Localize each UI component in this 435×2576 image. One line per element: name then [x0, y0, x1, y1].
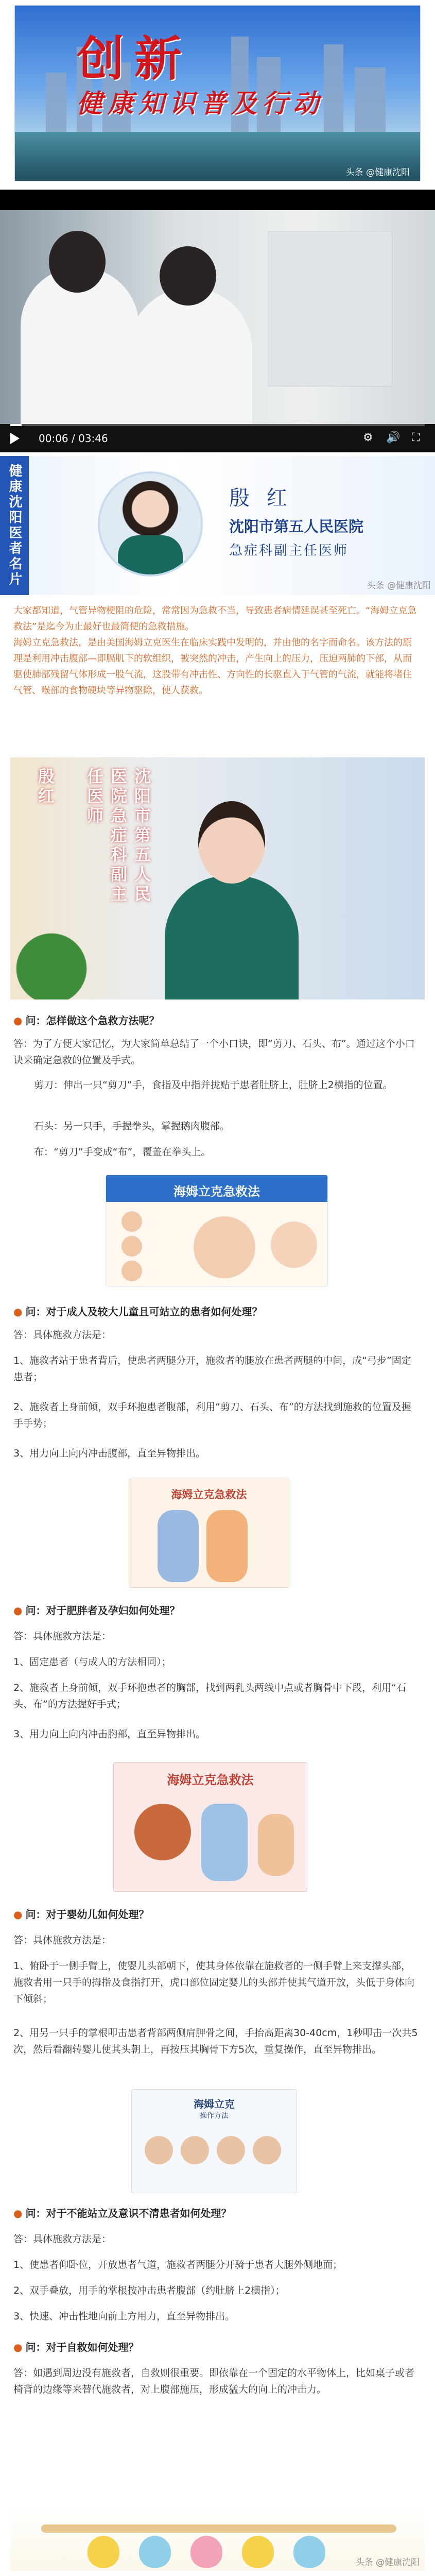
step-illustration: [217, 2136, 245, 2164]
intro-text: [13, 603, 420, 699]
bird-icon: [88, 2536, 119, 2568]
section-question: ● 问：对于婴幼儿如何处理？: [13, 1908, 149, 1921]
doctor-video-still: [10, 757, 425, 999]
doctor-head: [49, 231, 106, 293]
doctor-head: [160, 246, 216, 306]
bird-icon: [293, 2536, 325, 2568]
answer-item: 1、俯卧于一侧手臂上，使婴儿头部朝下，使其身体依靠在施救者的一侧手臂上来支撑头部，施救者用一只手的拇指及食指打开，虎口部位固定婴儿的头部并使其气道开放，头低于身体向下倾斜；: [13, 1960, 415, 2005]
doctor-head: [198, 801, 265, 884]
fullscreen-icon[interactable]: ⛶: [412, 431, 420, 444]
volume-icon[interactable]: 🔊: [386, 431, 401, 444]
hero-banner: [14, 5, 421, 181]
play-icon[interactable]: [10, 433, 20, 444]
card-side-label: 健康沈阳医者名片: [0, 456, 29, 595]
progress-bar[interactable]: [10, 424, 425, 426]
section-answer: 答：具体施救方法是：: [13, 2233, 112, 2245]
answer-item: 2、施救者上身前倾，双手环抱患者腹部，利用“剪刀、石头、布”的方法找到施救的位置及握手手势；: [13, 1401, 411, 1429]
answer-item: 2、双手叠放，用手的掌根按冲击患者腹部（约肚脐上2横指）；: [13, 2285, 285, 2296]
doctor-coat: [165, 876, 299, 999]
section-answer: 答：具体施救方法是：: [13, 1631, 112, 1642]
answer-item: 3、快速、冲击性地向前上方用力，直至异物排出。: [13, 2311, 235, 2322]
still-name-label: 殷红: [36, 768, 55, 807]
patient-illustration: [206, 1510, 248, 1582]
abdomen-illustration: [194, 1216, 255, 1278]
answer-item: 石头：另一只手，手握拳头，掌握鹅肉腹部。: [34, 1121, 230, 1132]
patient-illustration: [201, 1804, 248, 1881]
question-bullet-icon: ●: [13, 1306, 23, 1318]
section-question: ● 问：对于不能站立及意识不清患者如何处理？: [13, 2207, 232, 2219]
card-watermark: 头条 @健康沈阳: [367, 581, 431, 591]
illustration-1: [106, 1175, 328, 1286]
rescuer-illustration: [158, 1510, 199, 1582]
video-controls: [0, 424, 435, 452]
question-bullet-icon: ●: [13, 1604, 23, 1617]
doctor-card: [0, 456, 435, 595]
settings-icon[interactable]: ⚙: [363, 431, 373, 444]
illustration-4: [131, 2089, 297, 2193]
section-answer: 答：如遇到周边没有施救者，自救则很重要。即依靠在一个固定的水平物体上，比如桌子或者椅背的边缘等来替代施救者，对上腹部施压，形成猛大的向上的冲击力。: [13, 2367, 415, 2395]
still-title-label: 沈阳市第五人民医院急症科副主任医师: [84, 768, 151, 905]
progress-fill: [10, 424, 22, 426]
rescuer-illustration: [134, 1804, 191, 1860]
video-time: [39, 432, 108, 445]
bird-icon: [139, 2536, 171, 2568]
answer-item: 1、使患者仰卧位，开放患者气道，施救者两腿分开骑于患者大腿外侧地面；: [13, 2259, 343, 2270]
hands-illustration: [271, 1222, 317, 1268]
hand-icon: [121, 1211, 142, 1232]
skyline-building: [46, 73, 66, 134]
intro-paragraph: 海姆立克急救法，是由美国海姆立克医生在临床实践中发明的，并由他的名字而命名。该方法的原理是利用冲击腹部—即膈肌下的软组织，被突然的冲击，产生向上的压力，压迫两肺的下部，从而驱使肺部残留气体形成一股气流，这股带有冲击性、方向性的长驱直入于气管的气流，就能将堵住气管、喉部的食物硬块等异物驱除，使人获救。: [13, 637, 412, 696]
duration: 03:46: [78, 432, 108, 445]
skyline-building: [324, 44, 343, 134]
doctor-hospital: 沈阳市第五人民医院: [229, 518, 364, 535]
footer-illustration: [10, 2504, 425, 2571]
intro-paragraph: 大家都知道，气管异物梗阻的危险，常常因为急救不当，导致患者病情延误甚至死亡。“海姆立克急救法”是迄今为止最好也最简便的急救措施。: [13, 605, 417, 632]
question-bullet-icon: ●: [13, 1014, 23, 1027]
illustration-2: [129, 1479, 289, 1588]
answer-item: 1、施救者站于患者背后，使患者两腿分开，施救者的腿放在患者两腿的中间，成“弓步”固定患者；: [13, 1355, 411, 1383]
video-frame[interactable]: [0, 210, 435, 424]
question-bullet-icon: ●: [13, 1908, 23, 1921]
answer-item: 3、用力向上向内冲击胸部，直至异物排出。: [13, 1728, 206, 1740]
illus-title: 海姆立克急救法: [171, 1488, 247, 1501]
palm-icon: [121, 1261, 142, 1281]
step-illustration: [253, 2136, 281, 2164]
section-answer: 答：具体施救方法是：: [13, 1935, 112, 1946]
answer-item: 布：“剪刀”手变成“布”，覆盖在拳头上。: [34, 1146, 211, 1158]
answer-item: 剪刀：伸出一只“剪刀”手，食指及中指并拢贴于患者肚脐上，肚脐上2横指的位置。: [34, 1079, 393, 1091]
current-time: 00:06: [39, 432, 68, 445]
illus-title: 海姆立克: [194, 2098, 235, 2110]
branch: [41, 2524, 396, 2533]
doctor-role: 急症科副主任医师: [229, 543, 349, 558]
pregnant-illustration: [258, 1814, 294, 1876]
bird-icon: [190, 2536, 222, 2568]
section-question: ● 问：怎样做这个急救方法呢？: [13, 1014, 160, 1027]
doctor-name: 殷 红: [229, 486, 292, 510]
step-illustration: [145, 2136, 173, 2164]
bird-icon: [242, 2536, 274, 2568]
banner-watermark: 头条 @健康沈阳: [345, 167, 410, 178]
doctor-figure: [129, 287, 252, 424]
answer-item: 2、施救者上身前倾，双手环抱患者的胸部，找到两乳头两线中点或者胸骨中下段，利用“石头、布”的方法握好手式；: [13, 1682, 406, 1710]
section-question: ● 问：对于肥胖者及孕妇如何处理？: [13, 1604, 180, 1617]
avatar-coat: [118, 535, 183, 577]
banner-title: 创新: [77, 31, 193, 87]
medical-equipment: [268, 231, 392, 386]
answer-item: 3、用力向上向内冲击腹部，直至异物排出。: [13, 1448, 206, 1459]
section-answer: 答：为了方便大家记忆，为大家简单总结了一个小口诀，即“剪刀、石头、布”。通过这个小口诀来确定急救的位置及手式。: [13, 1038, 415, 1066]
question-bullet-icon: ●: [13, 2207, 23, 2219]
video-topbar: [0, 190, 435, 210]
question-bullet-icon: ●: [13, 2341, 23, 2353]
answer-item: 2、用另一只手的掌根叩击患者背部两侧肩胛骨之间，手抬高距离30-40cm，1秒叩击一次共5次，然后看翻转婴儿使其头朝上，再按压其胸骨下方5次，重复操作，直至异物排出。: [13, 2027, 418, 2055]
illus-subtitle: 操作方法: [200, 2112, 229, 2120]
plant-decoration: [10, 922, 113, 999]
banner-subtitle: 健康知识普及行动: [77, 89, 324, 118]
time-separator: /: [68, 432, 79, 445]
doctor-avatar: [98, 471, 203, 577]
section-answer: 答：具体施救方法是：: [13, 1329, 112, 1341]
step-illustration: [181, 2136, 209, 2164]
section-question: ● 问：对于成人及较大儿童且可站立的患者如何处理？: [13, 1306, 263, 1318]
illus-title: 海姆立克急救法: [167, 1773, 254, 1787]
illustration-3: [113, 1762, 307, 1892]
answer-item: 1、固定患者（与成人的方法相同）；: [13, 1656, 171, 1668]
section-question: ● 问：对于自救如何处理？: [13, 2341, 139, 2353]
illus-title: 海姆立克急救法: [173, 1184, 260, 1199]
fist-icon: [121, 1236, 142, 1257]
video-player[interactable]: [0, 190, 435, 452]
skyline-building: [355, 67, 386, 134]
footer-watermark: 头条 @健康沈阳: [355, 2557, 420, 2568]
